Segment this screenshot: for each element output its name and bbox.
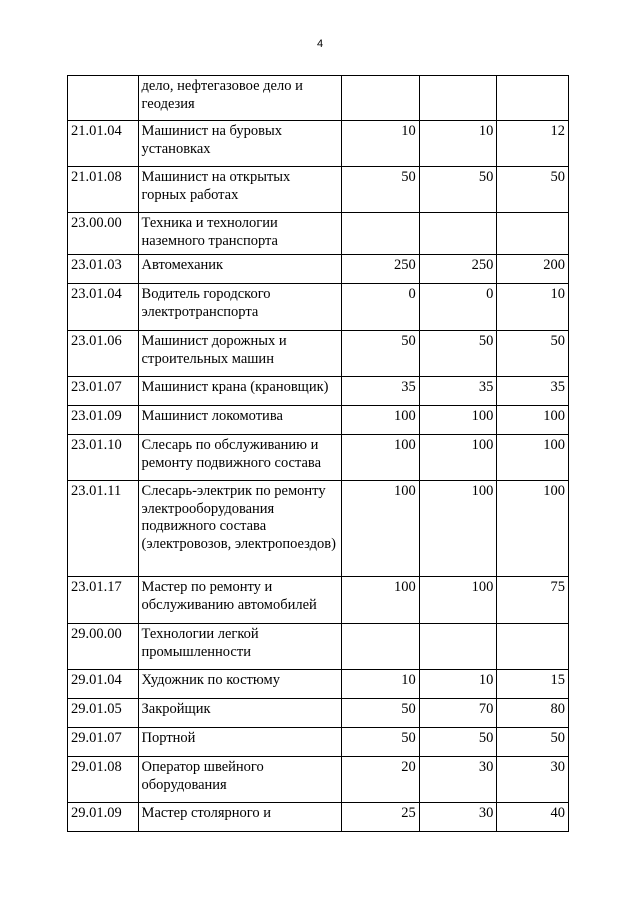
value-cell-1: 100 <box>342 481 420 577</box>
code-cell: 23.01.11 <box>68 481 139 577</box>
code-cell: 23.01.07 <box>68 377 139 406</box>
code-cell: 29.01.05 <box>68 699 139 728</box>
code-cell: 23.01.06 <box>68 331 139 377</box>
value-cell-3: 100 <box>497 406 569 435</box>
table-row <box>68 699 569 728</box>
value-cell-2: 50 <box>419 331 497 377</box>
code-cell: 29.00.00 <box>68 624 139 670</box>
value-cell-2: 30 <box>419 803 497 832</box>
value-cell-3 <box>497 213 569 255</box>
name-cell: дело, нефтегазовое дело и геодезия <box>138 76 341 121</box>
table-row <box>68 167 569 213</box>
table-row <box>68 577 569 624</box>
value-cell-1: 10 <box>342 121 420 167</box>
value-cell-1 <box>342 76 420 121</box>
name-cell: Мастер столярного и <box>138 803 341 832</box>
name-cell: Мастер по ремонту и обслуживанию автомобилей <box>138 577 341 624</box>
value-cell-3: 35 <box>497 377 569 406</box>
value-cell-2: 100 <box>419 435 497 481</box>
code-cell: 29.01.07 <box>68 728 139 757</box>
code-cell: 23.01.04 <box>68 284 139 331</box>
name-cell: Закройщик <box>138 699 341 728</box>
value-cell-3: 10 <box>497 284 569 331</box>
value-cell-1: 35 <box>342 377 420 406</box>
name-cell: Слесарь-электрик по ремонту электрооборудования подвижного состава (электровозов, электропоездов) <box>138 481 341 577</box>
name-cell: Портной <box>138 728 341 757</box>
name-cell: Машинист на буровых установках <box>138 121 341 167</box>
value-cell-2 <box>419 624 497 670</box>
value-cell-1: 20 <box>342 757 420 803</box>
code-cell: 23.01.17 <box>68 577 139 624</box>
value-cell-3: 50 <box>497 728 569 757</box>
value-cell-2: 100 <box>419 577 497 624</box>
value-cell-2: 10 <box>419 121 497 167</box>
table-row <box>68 803 569 832</box>
value-cell-2: 50 <box>419 167 497 213</box>
name-cell: Слесарь по обслуживанию и ремонту подвижного состава <box>138 435 341 481</box>
code-cell: 29.01.09 <box>68 803 139 832</box>
value-cell-3: 40 <box>497 803 569 832</box>
value-cell-3: 75 <box>497 577 569 624</box>
table-row <box>68 406 569 435</box>
value-cell-2: 100 <box>419 406 497 435</box>
value-cell-2: 70 <box>419 699 497 728</box>
value-cell-1: 100 <box>342 577 420 624</box>
table-row <box>68 481 569 577</box>
code-cell: 29.01.08 <box>68 757 139 803</box>
table-row <box>68 435 569 481</box>
value-cell-3: 100 <box>497 481 569 577</box>
value-cell-1 <box>342 624 420 670</box>
name-cell: Оператор швейного оборудования <box>138 757 341 803</box>
name-cell: Машинист дорожных и строительных машин <box>138 331 341 377</box>
value-cell-3: 200 <box>497 255 569 284</box>
table-row <box>68 284 569 331</box>
value-cell-1: 50 <box>342 699 420 728</box>
name-cell: Техника и технологии наземного транспорта <box>138 213 341 255</box>
value-cell-2: 35 <box>419 377 497 406</box>
value-cell-3: 15 <box>497 670 569 699</box>
name-cell: Машинист на открытых горных работах <box>138 167 341 213</box>
value-cell-3: 100 <box>497 435 569 481</box>
value-cell-3: 12 <box>497 121 569 167</box>
value-cell-3: 30 <box>497 757 569 803</box>
code-cell: 23.01.10 <box>68 435 139 481</box>
value-cell-1: 10 <box>342 670 420 699</box>
name-cell: Технологии легкой промышленности <box>138 624 341 670</box>
name-cell: Автомеханик <box>138 255 341 284</box>
value-cell-3 <box>497 76 569 121</box>
value-cell-3: 80 <box>497 699 569 728</box>
value-cell-1: 100 <box>342 435 420 481</box>
code-cell: 21.01.08 <box>68 167 139 213</box>
value-cell-2 <box>419 76 497 121</box>
name-cell: Водитель городского электротранспорта <box>138 284 341 331</box>
table-row <box>68 331 569 377</box>
page-number: 4 <box>316 38 324 50</box>
code-cell: 29.01.04 <box>68 670 139 699</box>
table-row <box>68 624 569 670</box>
name-cell: Машинист крана (крановщик) <box>138 377 341 406</box>
value-cell-3: 50 <box>497 167 569 213</box>
value-cell-3 <box>497 624 569 670</box>
table-row <box>68 670 569 699</box>
value-cell-2: 100 <box>419 481 497 577</box>
value-cell-1: 250 <box>342 255 420 284</box>
name-cell: Художник по костюму <box>138 670 341 699</box>
value-cell-2: 250 <box>419 255 497 284</box>
code-cell: 23.01.03 <box>68 255 139 284</box>
table-row <box>68 728 569 757</box>
specialties-table <box>67 75 569 832</box>
code-cell: 23.01.09 <box>68 406 139 435</box>
table-row <box>68 377 569 406</box>
table-row <box>68 255 569 284</box>
table-row <box>68 121 569 167</box>
value-cell-1: 100 <box>342 406 420 435</box>
table-row <box>68 76 569 121</box>
table-row <box>68 757 569 803</box>
code-cell <box>68 76 139 121</box>
value-cell-2: 30 <box>419 757 497 803</box>
value-cell-1: 0 <box>342 284 420 331</box>
code-cell: 21.01.04 <box>68 121 139 167</box>
value-cell-1: 50 <box>342 167 420 213</box>
value-cell-2 <box>419 213 497 255</box>
value-cell-1 <box>342 213 420 255</box>
value-cell-1: 25 <box>342 803 420 832</box>
value-cell-2: 10 <box>419 670 497 699</box>
value-cell-2: 50 <box>419 728 497 757</box>
value-cell-1: 50 <box>342 331 420 377</box>
value-cell-1: 50 <box>342 728 420 757</box>
table-body <box>68 76 569 832</box>
name-cell: Машинист локомотива <box>138 406 341 435</box>
value-cell-2: 0 <box>419 284 497 331</box>
code-cell: 23.00.00 <box>68 213 139 255</box>
value-cell-3: 50 <box>497 331 569 377</box>
table-row <box>68 213 569 255</box>
